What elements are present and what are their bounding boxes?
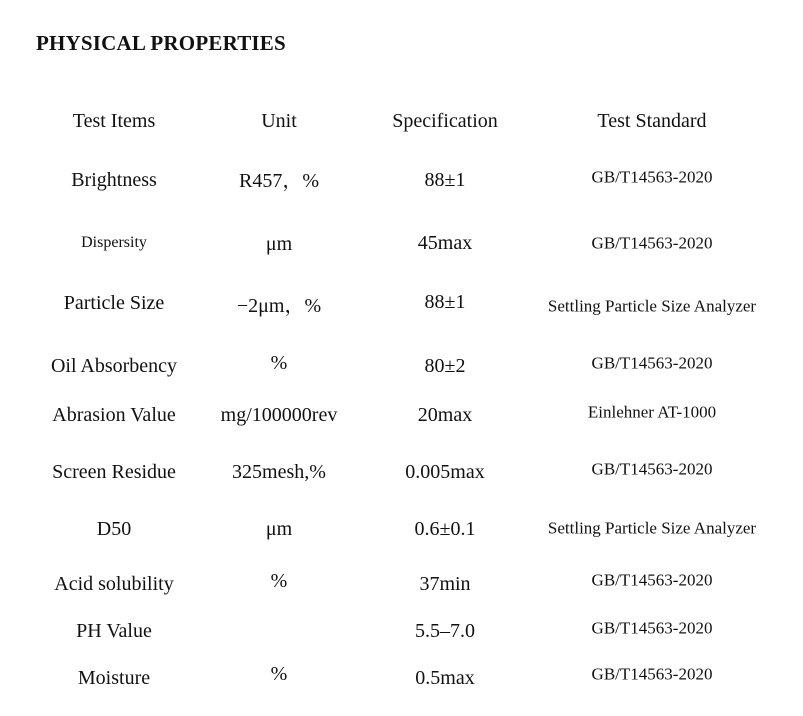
cell-test-standard: GB/T14563-2020 bbox=[591, 353, 713, 373]
cell-test-item: Particle Size bbox=[63, 292, 165, 314]
cell-specification: 0.5max bbox=[415, 667, 475, 689]
cell-test-standard: Einlehner AT-1000 bbox=[587, 402, 717, 422]
cell-test-standard: GB/T14563-2020 bbox=[591, 459, 713, 479]
cell-unit: % bbox=[270, 570, 288, 592]
cell-unit: −2μm，% bbox=[236, 295, 322, 317]
cell-test-item: Brightness bbox=[71, 169, 157, 191]
cell-specification: 37min bbox=[419, 573, 471, 595]
cell-test-standard: Settling Particle Size Analyzer bbox=[547, 296, 757, 316]
cell-test-standard: GB/T14563-2020 bbox=[591, 167, 713, 187]
cell-unit: % bbox=[270, 663, 288, 685]
header-test-items: Test Items bbox=[72, 110, 156, 132]
cell-specification: 20max bbox=[417, 404, 473, 426]
cell-test-item: Oil Absorbency bbox=[50, 355, 178, 377]
cell-unit: μm bbox=[265, 518, 293, 540]
cell-unit: 325mesh,% bbox=[232, 461, 326, 483]
cell-specification: 45max bbox=[417, 232, 473, 254]
cell-test-item: Moisture bbox=[77, 667, 151, 689]
cell-test-standard: GB/T14563-2020 bbox=[591, 618, 713, 638]
header-unit: Unit bbox=[261, 110, 297, 132]
cell-specification: 88±1 bbox=[424, 169, 466, 191]
cell-test-item: Acid solubility bbox=[54, 573, 174, 595]
cell-test-item: Screen Residue bbox=[52, 461, 176, 483]
cell-unit: R457，% bbox=[239, 170, 319, 192]
cell-test-item: D50 bbox=[96, 518, 132, 540]
cell-test-item: Abrasion Value bbox=[52, 404, 176, 426]
cell-test-item: PH Value bbox=[76, 620, 152, 642]
cell-test-standard: GB/T14563-2020 bbox=[591, 664, 713, 684]
cell-unit: μm bbox=[265, 233, 293, 255]
cell-specification: 0.005max bbox=[405, 461, 485, 483]
header-test-standard: Test Standard bbox=[597, 110, 707, 132]
cell-specification: 80±2 bbox=[424, 355, 466, 377]
cell-test-standard: GB/T14563-2020 bbox=[591, 233, 713, 253]
cell-unit: % bbox=[270, 352, 288, 374]
page-title: PHYSICAL PROPERTIES bbox=[36, 31, 286, 55]
cell-test-standard: Settling Particle Size Analyzer bbox=[547, 518, 757, 538]
cell-specification: 0.6±0.1 bbox=[414, 518, 476, 540]
cell-specification: 88±1 bbox=[424, 291, 466, 313]
header-specification: Specification bbox=[392, 110, 498, 132]
cell-test-item: Dispersity bbox=[81, 234, 147, 251]
cell-test-standard: GB/T14563-2020 bbox=[591, 570, 713, 590]
cell-unit: mg/100000rev bbox=[220, 404, 338, 426]
cell-specification: 5.5–7.0 bbox=[415, 620, 475, 642]
